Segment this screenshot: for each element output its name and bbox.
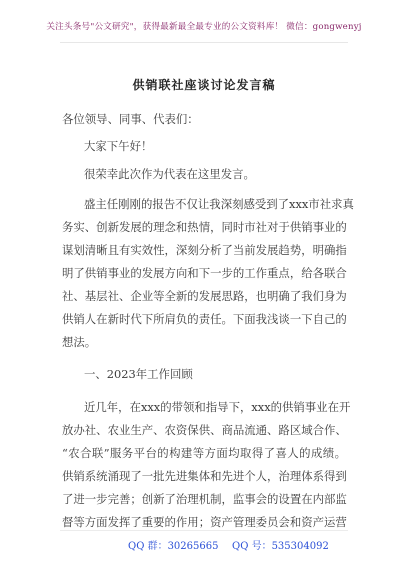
paragraph-line: 盛主任刚刚的报告不仅让我深刻感受到了xxx市社求真 xyxy=(84,197,354,211)
paragraph-line: 了进一步完善；创新了治理机制，监事会的设置在内部监 xyxy=(62,492,347,506)
header-divider xyxy=(60,42,348,43)
paragraph-line: 放办社、农业生产、农资保供、商品流通、路区域合作、 xyxy=(62,423,347,437)
footer-divider xyxy=(60,530,348,531)
paragraph-line: 供销系统涌现了一批先进集体和先进个人，治理体系得到 xyxy=(62,469,347,483)
paragraph-line: 想法。 xyxy=(62,335,97,349)
paragraph-line: 谋划清晰且有实效性，深刻分析了当前发展趋势，明确指 xyxy=(62,243,347,257)
header-banner: 关注头条号"公文研究"，获得最新最全最专业的公文资料库！ 微信：gongwenyj xyxy=(46,22,362,32)
paragraph-line: “农合联”服务平台的构建等方面均取得了喜人的成绩。 xyxy=(62,446,346,460)
paragraph-line: 社、基层社、企业等全新的发展思路，也明确了我们身为 xyxy=(62,289,347,303)
paragraph-line: 明了供销事业的发展方向和下一步的工作重点，给各联合 xyxy=(62,266,347,280)
honor-line: 很荣幸此次作为代表在这里发言。 xyxy=(84,167,255,181)
greeting: 大家下午好！ xyxy=(84,139,153,153)
paragraph-line: 督等方面发挥了重要的作用；资产管理委员会和资产运营 xyxy=(62,515,347,529)
paragraph-line: 供销人在新时代下所肩负的责任。下面我浅谈一下自己的 xyxy=(62,312,347,326)
salutation: 各位领导、同事、代表们： xyxy=(62,112,199,126)
paragraph-line: 务实、创新发展的理念和热情，同时市社对于供销事业的 xyxy=(62,220,347,234)
document-title: 供销联社座谈讨论发言稿 xyxy=(132,78,276,92)
section-heading: 一、2023年工作回顾 xyxy=(84,367,193,381)
footer-qq-group: QQ 群：30265665 xyxy=(128,541,219,552)
paragraph-line: 近几年，在xxx的带领和指导下，xxx的供销事业在开 xyxy=(84,400,351,414)
footer-qq-number: QQ 号：535304092 xyxy=(232,541,329,552)
